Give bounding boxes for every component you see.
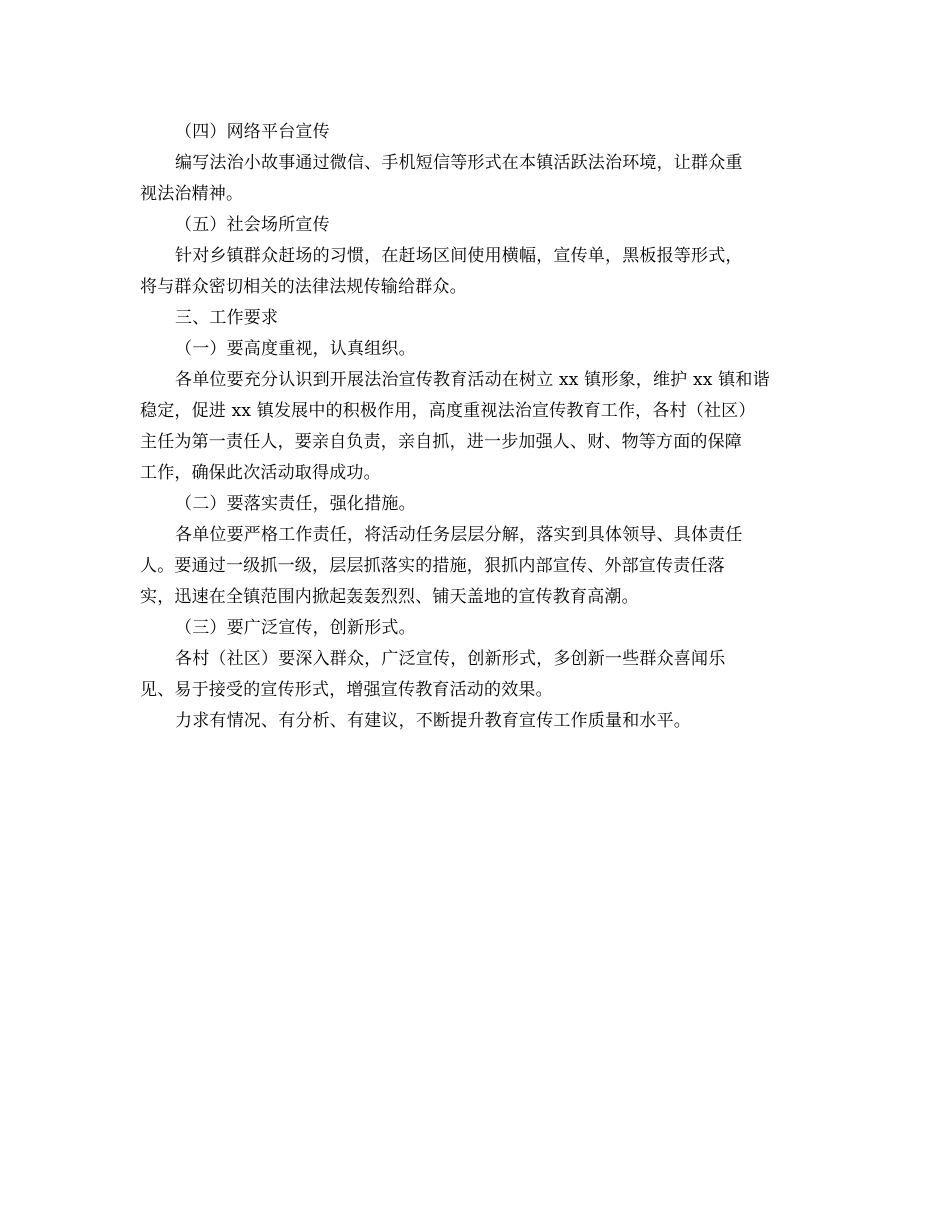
heading-requirement-2: （二）要落实责任，强化措施。 bbox=[175, 494, 416, 514]
paragraph-line: 编写法治小故事通过微信、手机短信等形式在本镇活跃法治环境，让群众重 bbox=[175, 153, 743, 173]
paragraph-line: 各单位要充分认识到开展法治宣传教育活动在树立 xx 镇形象，维护 xx 镇和谐 bbox=[175, 370, 770, 390]
document-body bbox=[140, 117, 820, 737]
paragraph-line: 稳定，促进 xx 镇发展中的积极作用，高度重视法治宣传教育工作，各村（社区） bbox=[140, 401, 756, 421]
heading-social-venues: （五）社会场所宣传 bbox=[175, 215, 330, 235]
section-heading-work-requirements: 三、工作要求 bbox=[175, 308, 279, 328]
heading-requirement-1: （一）要高度重视，认真组织。 bbox=[175, 339, 416, 359]
paragraph-line: 工作，确保此次活动取得成功。 bbox=[140, 463, 381, 483]
paragraph-line: 实，迅速在全镇范围内掀起轰轰烈烈、铺天盖地的宣传教育高潮。 bbox=[140, 587, 639, 607]
paragraph-line: 人。要通过一级抓一级，层层抓落实的措施，狠抓内部宣传、外部宣传责任落 bbox=[140, 556, 725, 576]
paragraph-line: 视法治精神。 bbox=[140, 184, 244, 204]
paragraph-line: 针对乡镇群众赶场的习惯，在赶场区间使用横幅，宣传单，黑板报等形式， bbox=[175, 246, 743, 266]
paragraph-line: 各单位要严格工作责任，将活动任务层层分解，落实到具体领导、具体责任 bbox=[175, 525, 743, 545]
closing-paragraph: 力求有情况、有分析、有建议，不断提升教育宣传工作质量和水平。 bbox=[175, 711, 691, 731]
heading-requirement-3: （三）要广泛宣传，创新形式。 bbox=[175, 618, 416, 638]
heading-network-platform: （四）网络平台宣传 bbox=[175, 122, 330, 142]
paragraph-line: 主任为第一责任人，要亲自负责，亲自抓，进一步加强人、财、物等方面的保障 bbox=[140, 432, 742, 452]
paragraph-line: 将与群众密切相关的法律法规传输给群众。 bbox=[140, 277, 467, 297]
paragraph-line: 各村（社区）要深入群众，广泛宣传，创新形式，多创新一些群众喜闻乐 bbox=[175, 649, 726, 669]
paragraph-line: 见、易于接受的宣传形式，增强宣传教育活动的效果。 bbox=[140, 680, 553, 700]
